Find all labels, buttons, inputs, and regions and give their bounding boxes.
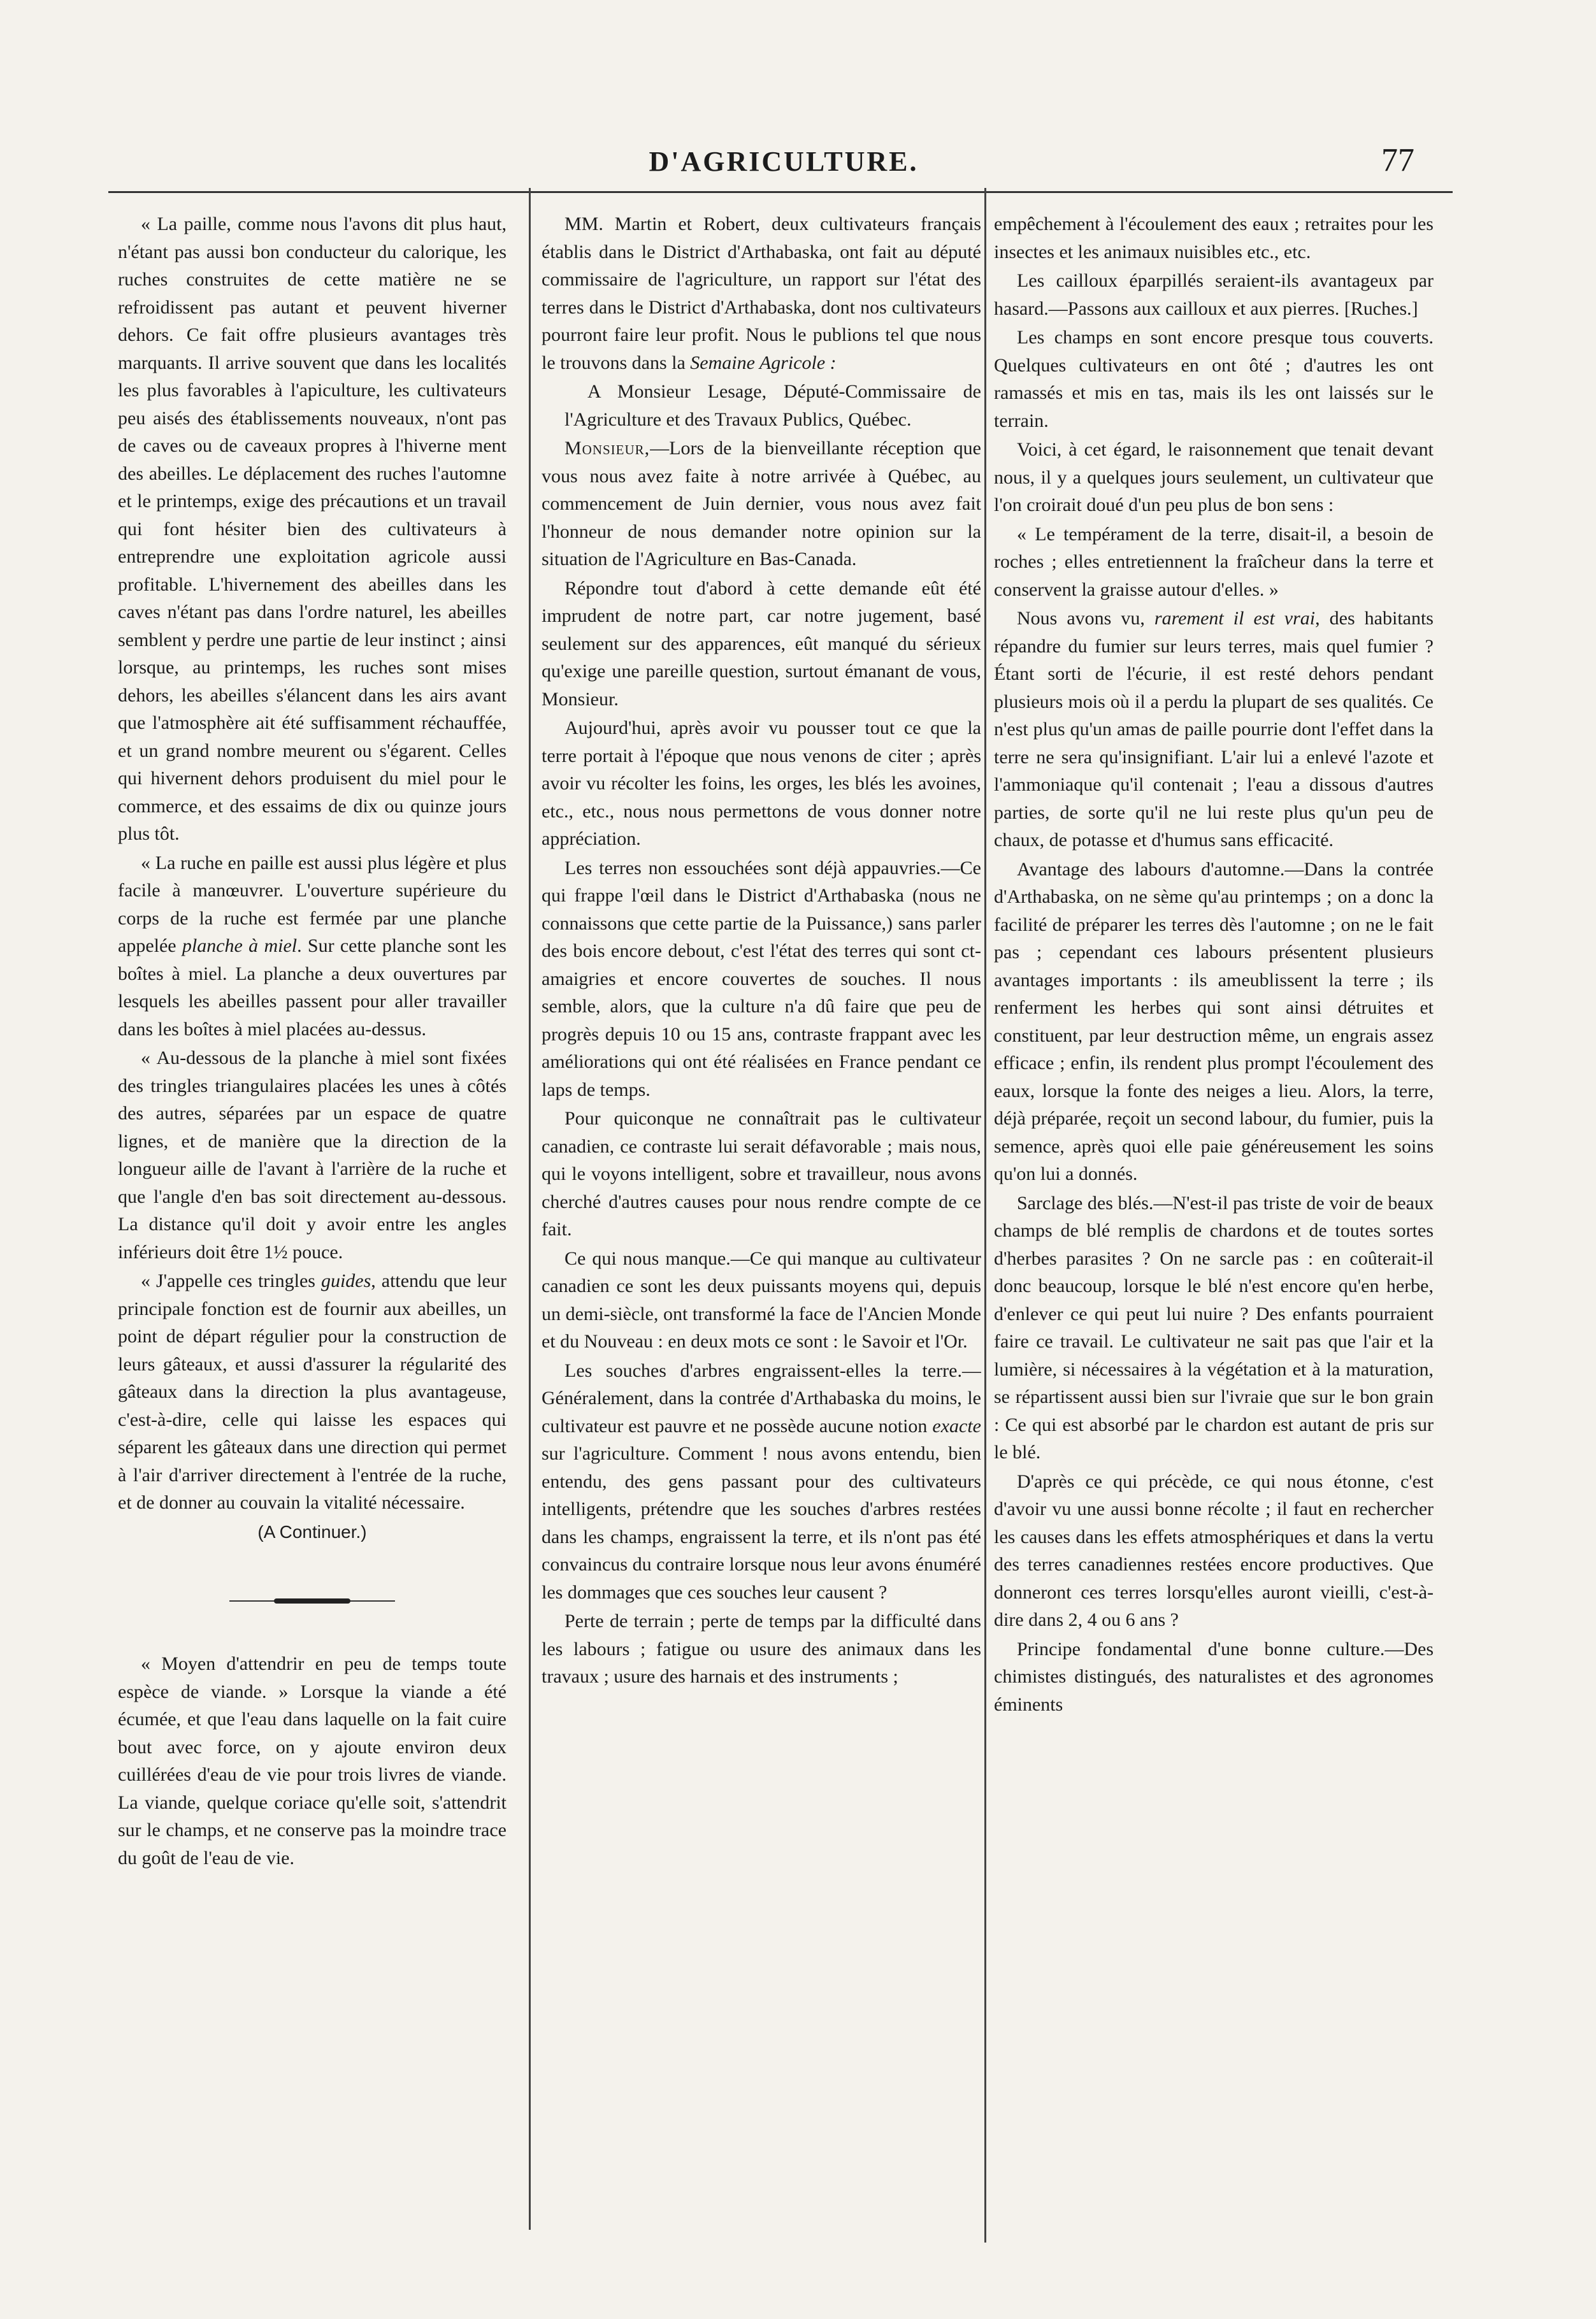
column-3 xyxy=(994,210,1434,2223)
column-divider-2 xyxy=(984,188,986,2243)
paragraph: Avantage des labours d'automne.—Dans la contrée d'Arthabaska, on ne sème qu'au printemps ; on a donc la facilité de préparer les terres dès l'automne ; on ne le fait pas ; cependant ces labours présentent plusieurs avantages importants : ils ameublissent la terre ; ils renferment les herbes qui sont ainsi détruites et constituent, par leur destruction même, un engrais assez efficace ; enfin, ils rendent plus prompt l'écoulement des eaux, lorsque la fonte des neiges a lieu. Alors, la terre, déjà préparée, reçoit un second labour, du fumier, puis la semence, après quoi elle paie généreusement les soins qu'on lui a donnés. xyxy=(994,858,1434,1184)
running-title: D'AGRICULTURE. xyxy=(649,146,919,177)
text-run: MM. Martin et Robert, deux cultivateurs français établis dans le District d'Arthabaska, ont fait au député commissaire de l'agriculture, un rapport sur l'état des terres dans le District d'Arthabaska, dont nos cultivateurs pourront faire leur profit. Nous le publions tel que nous le trouvons dans la xyxy=(542,213,981,373)
text-run: . Sur cette planche sont les boîtes à miel. La planche a deux ouvertures par lesquels les abeilles passent pour aller travailler dans les boîtes à miel placées au-dessus. xyxy=(118,935,507,1040)
paragraph: Aujourd'hui, après avoir vu pousser tout ce que la terre portait à l'époque que nous venons de citer ; après avoir vu récolter les foins, les orges, les blés les avoines, etc., etc., nous nous permettons de vous donner notre appréciation. xyxy=(542,717,981,849)
paragraph: D'après ce qui précède, ce qui nous étonne, c'est d'avoir vu une aussi bonne récolte ; il faut en rechercher les causes dans les effets atmosphériques et dans la vertu des terres canadiennes restées encore productives. Que donneront ces terres lorsqu'elles auront vieilli, c'est-à-dire dans 2, 4 ou 6 ans ? xyxy=(994,1470,1434,1630)
paragraph: Sarclage des blés.—N'est-il pas triste de voir de beaux champs de blé remplis de chardons et de toutes sortes d'herbes parasites ? On ne sarcle pas : en coûterait-il donc beaucoup, lorsque le blé n'est encore qu'en herbe, d'enlever ce qui peut lui nuire ? Des enfants pourraient faire ce travail. Le cultivateur ne sait pas que l'air et la lumière, si nécessaires à la végétation et à la maturation, se répartissent aussi bien sur l'ivraie que sur le bon grain : Ce qui est absorbé par le chardon est autant de pris sur le blé. xyxy=(994,1192,1434,1463)
paragraph: Les cailloux éparpillés seraient-ils avantageux par hasard.—Passons aux cailloux et aux pierres. [Ruches.] xyxy=(994,270,1434,319)
paragraph: « Au-dessous de la planche à miel sont fixées des tringles triangulaires placées les unes à côtés des autres, séparées par un espace de quatre lignes, et de manière que la direction de la longueur aille de l'avant à l'arrière de la ruche et que l'angle d'en bas soit directement au-dessous. La distance qu'il doit y avoir entre les angles inférieurs doit être 1½ pouce. xyxy=(118,1047,507,1263)
paragraph xyxy=(118,1267,507,1517)
paragraph: Les terres non essouchées sont déjà appauvries.—Ce qui frappe l'œil dans le District d'Arthabaska (nous ne connaissons que cette partie de la Puissance,) sans parler des bois encore debout, c'est l'état des terres qui sont ct-amaigries et encore couvertes de souches. Il nous semble, alors, que la culture n'a dû faire que peu de progrès depuis 10 ou 15 ans, contraste frappant avec les améliorations qui ont été réalisées en France pendant ce laps de temps. xyxy=(542,857,981,1100)
text-run: , des habitants répandre du fumier sur leurs terres, mais quel fumier ? Étant sorti de l'écurie, il est resté dehors pendant plusieurs mois où il a perdu la plupart de ses qualités. Ce n'est plus qu'un amas de paille pourrie dont l'effet dans la terre ne sera qu'insignifiant. L'air lui a enlevé l'azote et l'ammoniaque qu'il contenait ; l'eau a dissous d'autres parties, de sorte qu'il ne lui reste plus qu'un peu de chaux, de potasse et d'humus sans efficacité. xyxy=(994,608,1434,851)
column-1 xyxy=(118,210,507,2223)
paragraph xyxy=(542,210,981,377)
paragraph: empêchement à l'écoulement des eaux ; retraites pour les insectes et les animaux nuisibles etc., etc. xyxy=(994,213,1434,262)
page-header xyxy=(108,142,1459,196)
text-run: —Lors de la bienveillante réception que vous nous avez faite à notre arrivée à Québec, au commencement de Juin dernier, vous nous avez fait l'honneur de nous demander notre opinion sur la situation de l'Agriculture en Bas-Canada. xyxy=(542,438,981,570)
paragraph: Ce qui nous manque.—Ce qui manque au cultivateur canadien ce sont les deux puissants moyens qui, depuis un demi-siècle, ont transformé la face de l'Ancien Monde et du Nouveau : en deux mots ce sont : le Savoir et l'Or. xyxy=(542,1247,981,1352)
section-divider-ornament xyxy=(229,1597,395,1605)
italic-term: guides xyxy=(320,1270,371,1291)
text-run: « La ruche en paille est aussi plus légère et plus facile à manœuvrer. L'ouverture supérieure du corps de la ruche est fermée par une planche appelée xyxy=(118,852,507,956)
header-rule xyxy=(108,191,1453,193)
text-run: sur l'agriculture. Comment ! nous avons entendu, bien entendu, des gens passant pour des cultivateurs intelligents, prétendre que les souches d'arbres restées dans les champs, engraissent la terre, et ils n'ont pas été convaincus du contraire lorsque nous leur avons énuméré les dommages que ces souches leur causent ? xyxy=(542,1443,981,1603)
page-number: 77 xyxy=(1381,142,1414,178)
paragraph: Principe fondamental d'une bonne culture.—Des chimistes distingués, des naturalistes et des agronomes éminents xyxy=(994,1638,1434,1715)
paragraph xyxy=(542,1357,981,1607)
text-run: Les souches d'arbres engraissent-elles la terre.—Généralement, dans la contrée d'Arthabaska du moins, le cultivateur est pauvre et ne possède aucune notion xyxy=(542,1360,981,1437)
paragraph: Voici, à cet égard, le raisonnement que tenait devant nous, il y a quelques jours seulement, un cultivateur que l'on croirait doué d'un peu plus de bon sens : xyxy=(994,439,1434,515)
italic-term: planche à miel xyxy=(182,935,298,956)
italic-term: rarement il est vrai xyxy=(1154,608,1316,629)
paragraph: Perte de terrain ; perte de temps par la difficulté dans les labours ; fatigue ou usure des animaux dans les travaux ; usure des harnais et des instruments ; xyxy=(542,1611,981,1687)
italic-term: exacte xyxy=(932,1415,981,1437)
paragraph xyxy=(994,605,1434,854)
to-be-continued: (A Continuer.) xyxy=(257,1521,367,1542)
paragraph: « Moyen d'attendrir en peu de temps toute espèce de viande. » Lorsque la viande a été écumée, et que l'eau dans laquelle on la fait cuire bout avec force, on y ajoute environ deux cuillérées d'eau de vie pour trois livres de viande. La viande, quelque coriace qu'elle soit, s'attendrit sur le champs, et ne conserve pas la moindre trace du goût de l'eau de vie. xyxy=(118,1653,507,1869)
paragraph xyxy=(542,434,981,573)
paragraph: « La paille, comme nous l'avons dit plus haut, n'étant pas aussi bon conducteur du calorique, les ruches construites de cette matière ne se refroidissent pas autant et peuvent hiverner dehors. Ce fait offre plusieurs avantages très marquants. Il arrive souvent que dans les localités les plus favorables à l'apiculture, les cultivateurs peu aisés des établissements nouveaux, n'ont pas de caves ou de caveaux propres à l'hiverne ment des abeilles. Le déplacement des ruches l'automne et le printemps, exige des précautions et un travail qui font hésiter bien des cultivateurs à entreprendre une exploitation agricole aussi profitable. L'hivernement des abeilles dans les caves n'étant pas dans l'ordre naturel, les abeilles semblent y perdre une partie de leur instinct ; ainsi lorsque, au printemps, les ruches sont mises dehors, les abeilles s'élancent dans les airs avant que l'atmosphère ait été suffisamment réchauffée, et un grand nombre meurent ou s'égarent. Celles qui hivernent dehors produisent du miel pour le commerce, et des essaims de dix ou quinze jours plus tôt. xyxy=(118,213,507,844)
column-divider-1 xyxy=(529,188,531,2230)
column-2 xyxy=(542,210,981,2223)
text-run: , attendu que leur principale fonction est de fournir aux abeilles, un point de départ régulier pour la construction de leurs gâteaux, et aussi d'assurer la régularité des gâteaux dans la direction la plus avantageuse, c'est-à-dire, celle qui laisse les espaces qui séparent les gâteaux dans une direction qui permet à l'air d'arriver directement à l'entrée de la ruche, et de donner au couvain la vitalité nécessaire. xyxy=(118,1270,507,1513)
text-run: « J'appelle ces tringles xyxy=(141,1270,321,1291)
paragraph: Répondre tout d'abord à cette demande eût été imprudent de notre part, car notre jugement, basé seulement sur des apparences, eût manqué du sérieux qu'exige une pareille question, surtout émanant de vous, Monsieur. xyxy=(542,577,981,710)
salutation: Monsieur, xyxy=(564,438,651,459)
text-run: Nous avons vu, xyxy=(1017,608,1154,629)
paragraph xyxy=(118,849,507,1044)
paragraph: Les champs en sont encore presque tous couverts. Quelques cultivateurs en ont ôté ; d'autres les ont ramassés et mis en tas, mais ils les ont laissés sur le terrain. xyxy=(994,327,1434,431)
paragraph: « Le tempérament de la terre, disait-il, a besoin de roches ; elles entretiennent la fraîcheur dans la terre et conservent la graisse autour d'elles. » xyxy=(994,523,1434,600)
addressee: A Monsieur Lesage, Député-Commissaire de l'Agriculture et des Travaux Publics, Québec. xyxy=(564,381,981,430)
paragraph: Pour quiconque ne connaîtrait pas le cultivateur canadien, ce contraste lui serait défavorable ; mais nous, qui le voyons intelligent, sobre et travailleur, nous avons cherché d'autres causes pour nous rendre compte de ce fait. xyxy=(542,1108,981,1240)
italic-term: Semaine Agricole : xyxy=(690,352,837,373)
